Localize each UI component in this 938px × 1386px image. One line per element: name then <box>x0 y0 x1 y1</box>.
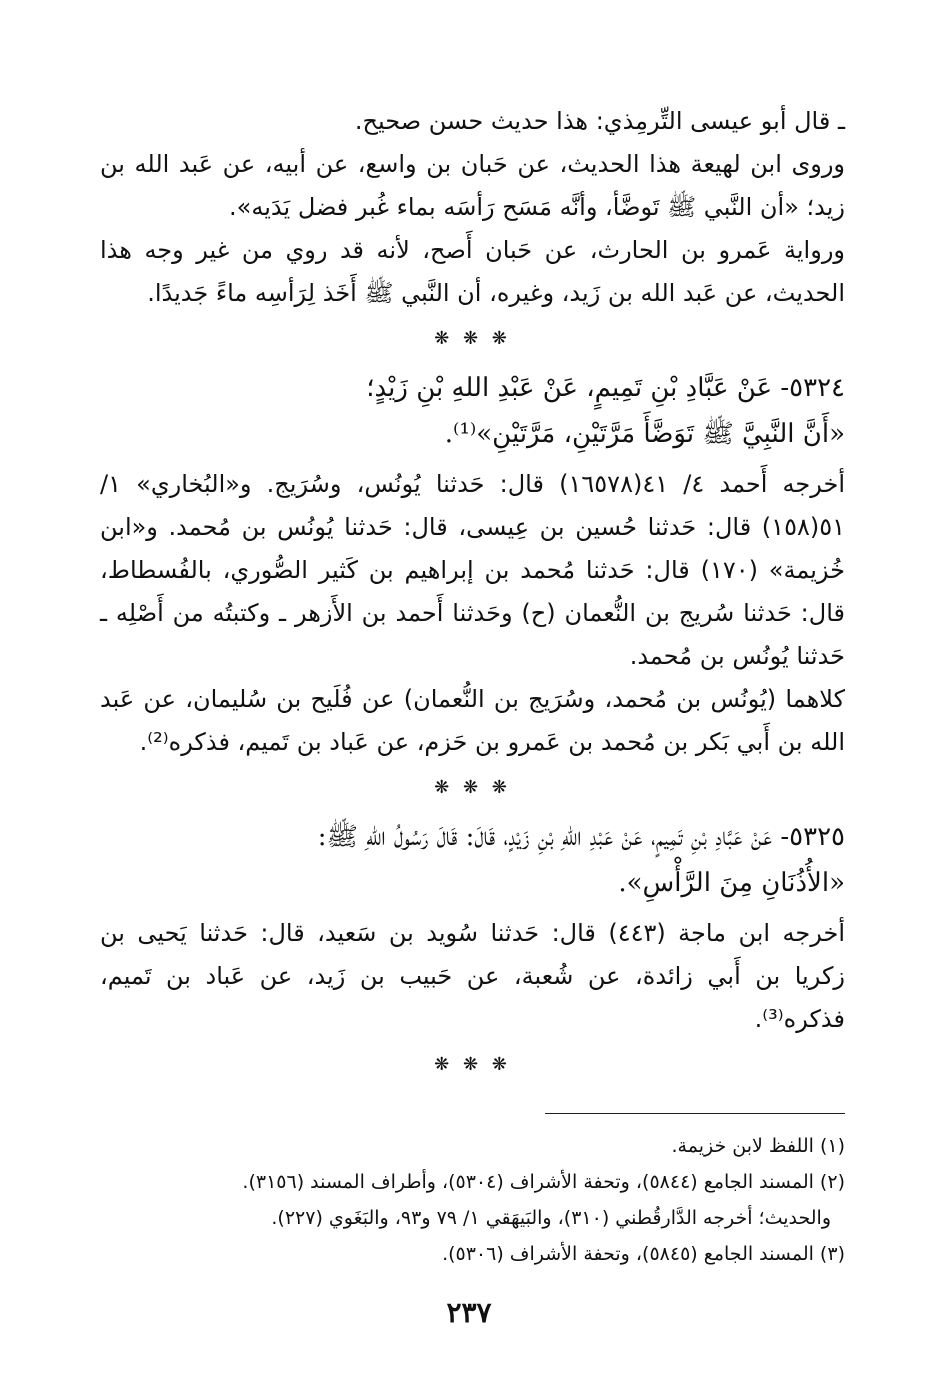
hadith-5324-isnad: ٥٣٢٤- عَنْ عَبَّادِ بْنِ تَمِيمٍ، عَنْ عَبْدِ اللهِ بْنِ زَيْدٍ؛ <box>366 373 845 403</box>
hadith-5325-isnad: ٥٣٢٥- عَنْ عَبَّادِ بْنِ تَمِيمٍ، عَنْ عَبْدِ اللهِ بْنِ زَيْدٍ، قَالَ: قَالَ رَسُولُ اللهِ ﷺ: <box>317 822 845 852</box>
footnote-3: (٣) المسند الجامع (٥٨٤٥)، وتحفة الأشراف (٥٣٠٦). <box>442 1243 845 1265</box>
footnote-2-cont: والحديث؛ أخرجه الدَّارقُطني (٣١٠)، والبَيهَقي ١/ ٧٩ و٩٣، والبَغَوي (٢٢٧). <box>271 1207 831 1229</box>
page-number: ٢٣٧ <box>446 1296 492 1329</box>
hadith-5325-matn: «الأُذُنَانِ مِنَ الرَّأْسِ». <box>618 868 845 898</box>
hadith-5324-matn: «أَنَّ النَّبِيَّ ﷺ تَوَضَّأَ مَرَّتَيْنِ، مَرَّتَيْنِ»⁽¹⁾. <box>444 419 845 449</box>
footnote-2: (٢) المسند الجامع (٥٨٤٤)، وتحفة الأشراف (٥٣٠٤)، وأطراف المسند (٣١٥٦). <box>242 1171 845 1193</box>
section-separator: ❋ ❋ ❋ <box>434 1054 511 1075</box>
page-body <box>100 100 845 1272</box>
footnote-rule-wrapper <box>100 1091 845 1128</box>
hadith-5324-takhrij: أخرجه أَحمد ٤/ ٤١(١٦٥٧٨) قال: حَدثنا يُونُس، وسُرَيج. و«البُخاري» ١/ ٥١(١٥٨) قال: حَدثنا حُسين بن عِيسى، قال: حَدثنا يُونُس بن مُحمد. و«ابن خُزيمة» (١٧٠) قال: حَدثنا مُحمد بن إبراهيم بن كَثير الصُّوري، بالفُسطاط، قال: حَدثنا سُريج بن النُّعمان (ح) وحَدثنا أَحمد بن الأَزهر ـ وكتبتُه من أَصْلِه ـ حَدثنا يُونُس بن مُحمد. <box>100 470 845 670</box>
paragraph-amr-narration: ورواية عَمرو بن الحارث، عن حَبان أَصح، لأنه قد روي من غير وجه هذا الحديث، عن عَبد الله بن زَيد، وغيره، أن النَّبي ﷺ أَخَذ لِرَأسِه ماءً جَديدًا. <box>100 236 845 307</box>
hadith-5324-takhrij-cont: كلاهما (يُونُس بن مُحمد، وسُرَيج بن النُّعمان) عن فُلَيح بن سُليمان، عن عَبد الله بن أَبي بَكر بن مُحمد بن عَمرو بن حَزم، عن عَباد بن تَميم، فذكره⁽²⁾. <box>100 685 845 756</box>
paragraph-ibn-lahia-narration: وروى ابن لهيعة هذا الحديث، عن حَبان بن واسع، عن أبيه، عن عَبد الله بن زيد؛ «أن النَّبي ﷺ تَوضَّأ، وأنَّه مَسَح رَأسَه بماء غُبر فضل يَدَيه». <box>100 150 845 221</box>
paragraph-tirmidhi-verdict: ـ قال أبو عيسى التِّرمِذي: هذا حديث حسن صحيح. <box>354 107 845 135</box>
hadith-5325-takhrij: أخرجه ابن ماجة (٤٤٣) قال: حَدثنا سُويد بن سَعيد، قال: حَدثنا يَحيى بن زكريا بن أَبي زائدة، عن شُعبة، عن حَبيب بن زَيد، عن عَباد بن تَميم، فذكره⁽³⁾. <box>100 919 845 1033</box>
footnote-divider <box>545 1113 845 1114</box>
footnote-1: (١) اللفظ لابن خزيمة. <box>671 1135 845 1157</box>
section-separator: ❋ ❋ ❋ <box>434 777 511 798</box>
section-separator: ❋ ❋ ❋ <box>434 328 511 349</box>
